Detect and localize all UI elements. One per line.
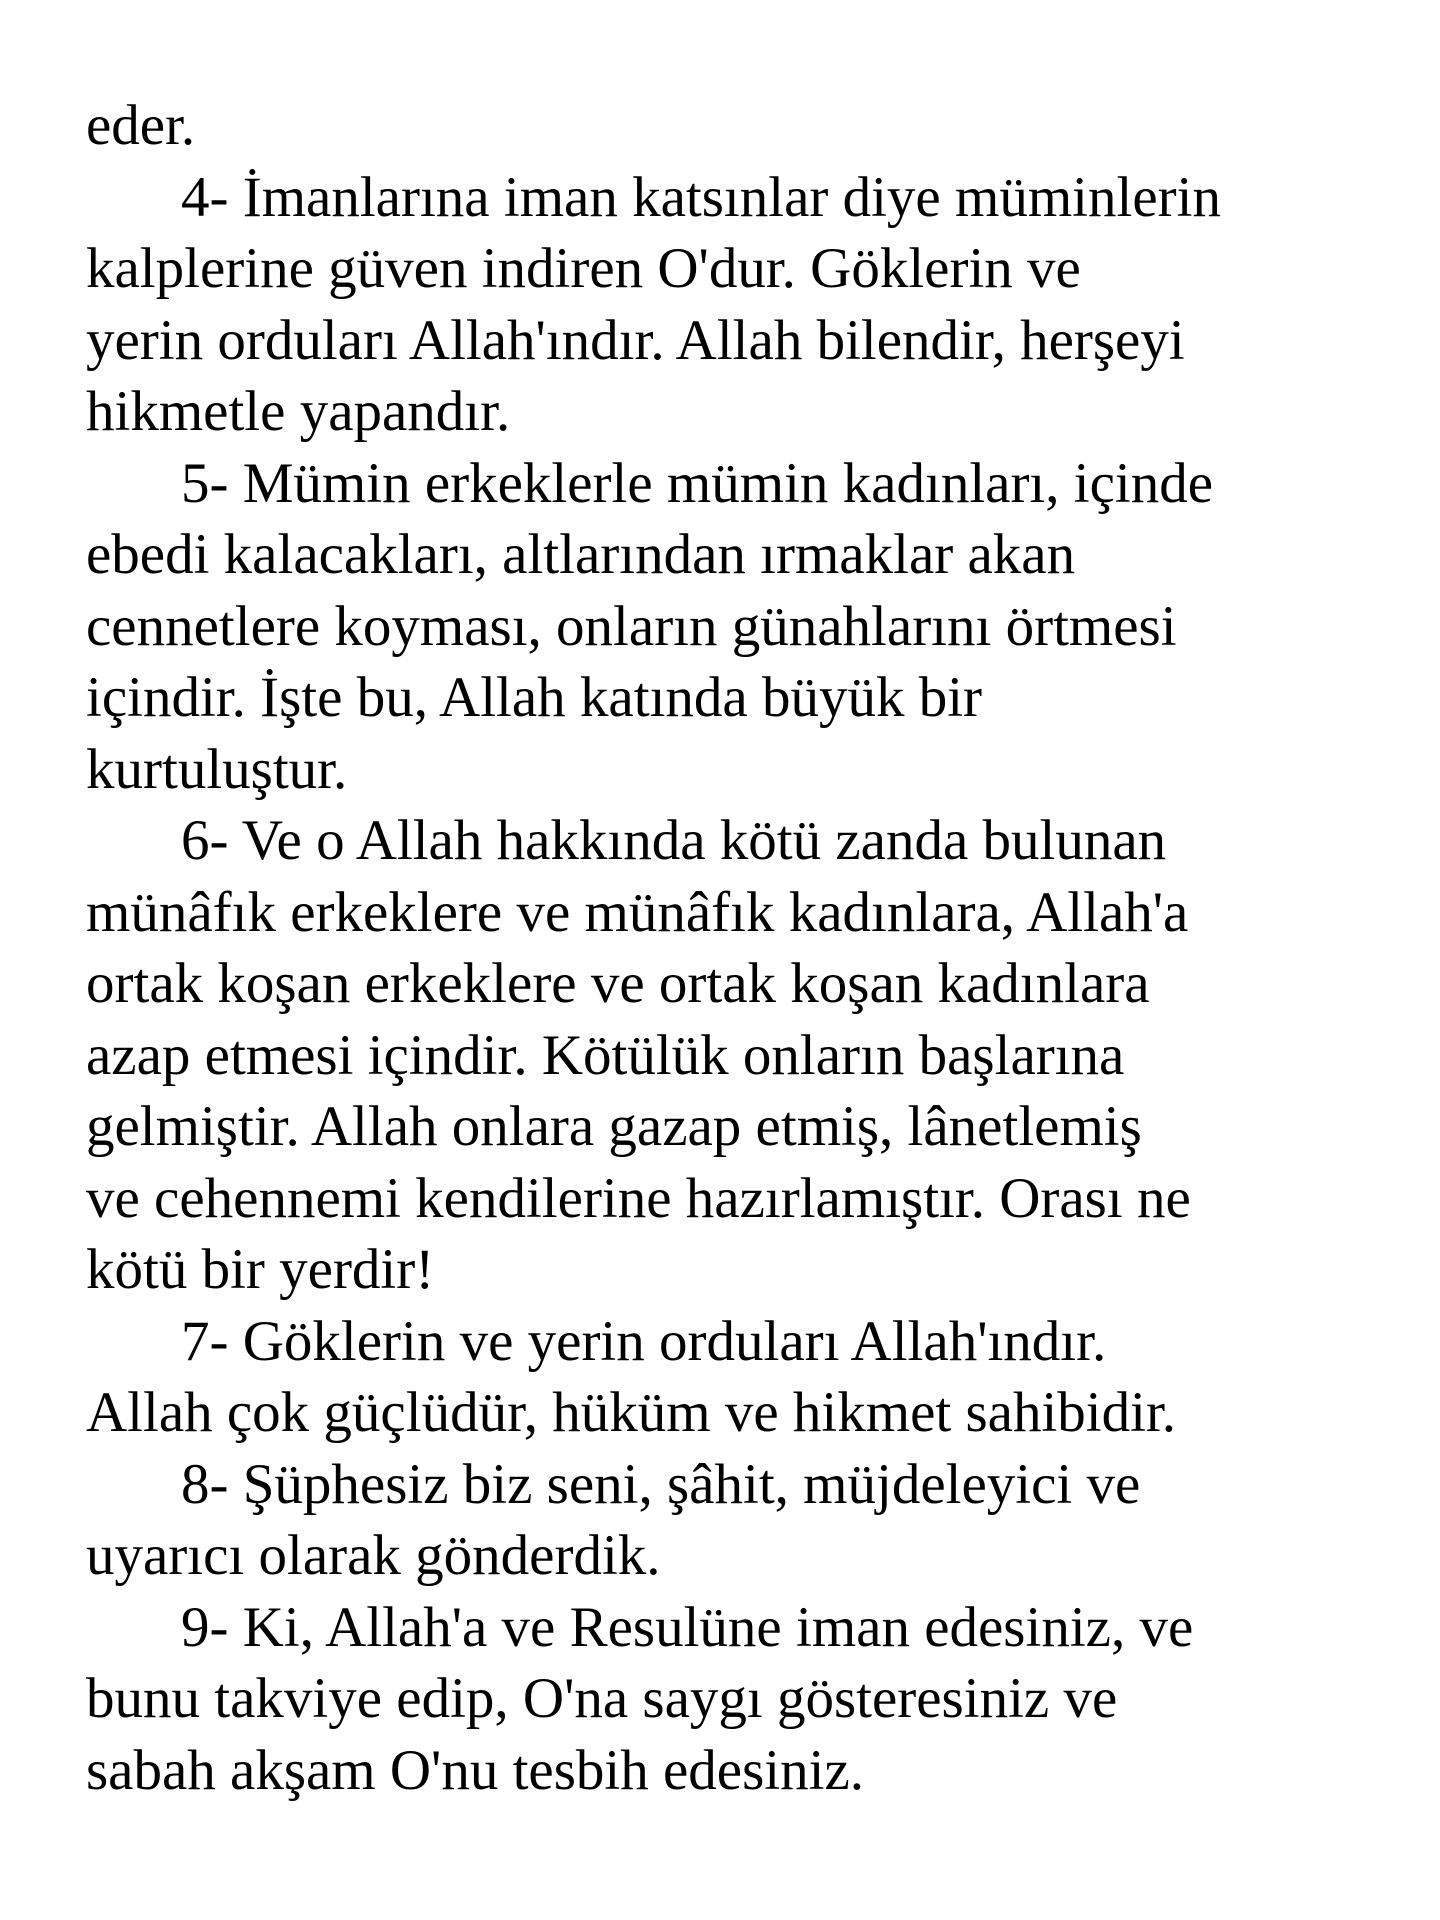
text-line: kurtuluştur. (86, 737, 348, 801)
text-line: kötü bir yerdir! (86, 1238, 435, 1301)
text-line: uyarıcı olarak gönderdik. (86, 1524, 661, 1587)
text-line: cennetlere koyması, onların günahlarını örtmesi (86, 594, 1177, 658)
text-line: azap etmesi içindir. Kötülük onların başlarına (86, 1023, 1125, 1087)
verse-start-line: 5- Mümin erkeklerle mümin kadınları, içinde (181, 451, 1214, 515)
text-line: kalplerine güven indiren O'dur. Göklerin ve (86, 237, 1081, 300)
text-line: gelmiştir. Allah onlara gazap etmiş, lânetlemiş (86, 1095, 1142, 1158)
verse-start-line: 7- Göklerin ve yerin orduları Allah'ındır. (181, 1309, 1107, 1373)
text-line: yerin orduları Allah'ındır. Allah bilendir, herşeyi (86, 308, 1185, 372)
text-line: ebedi kalacakları, altlarından ırmaklar akan (86, 523, 1076, 586)
text-line: ortak koşan erkeklere ve ortak koşan kadınlara (86, 952, 1150, 1015)
text-line: sabah akşam O'nu tesbih edesiniz. (86, 1738, 864, 1802)
document-page (86, 90, 1406, 1806)
text-line: bunu takviye edip, O'na saygı gösteresiniz ve (86, 1667, 1118, 1730)
verse-start-line: 9- Ki, Allah'a ve Resulüne iman edesiniz, ve (181, 1595, 1194, 1659)
text-line: ve cehennemi kendilerine hazırlamıştır. Orası ne (86, 1166, 1191, 1230)
verse-start-line: 8- Şüphesiz biz seni, şâhit, müjdeleyici ve (181, 1452, 1141, 1516)
verse-start-line: 4- İmanlarına iman katsınlar diye müminlerin (181, 165, 1221, 229)
text-line: içindir. İşte bu, Allah katında büyük bir (86, 666, 983, 729)
verse-start-line: 6- Ve o Allah hakkında kötü zanda bulunan (181, 809, 1167, 872)
text-line: hikmetle yapandır. (86, 380, 511, 443)
text-line: eder. (86, 94, 196, 157)
text-line: münâfık erkeklere ve münâfık kadınlara, Allah'a (86, 880, 1189, 944)
text-line: Allah çok güçlüdür, hüküm ve hikmet sahibidir. (86, 1381, 1177, 1444)
